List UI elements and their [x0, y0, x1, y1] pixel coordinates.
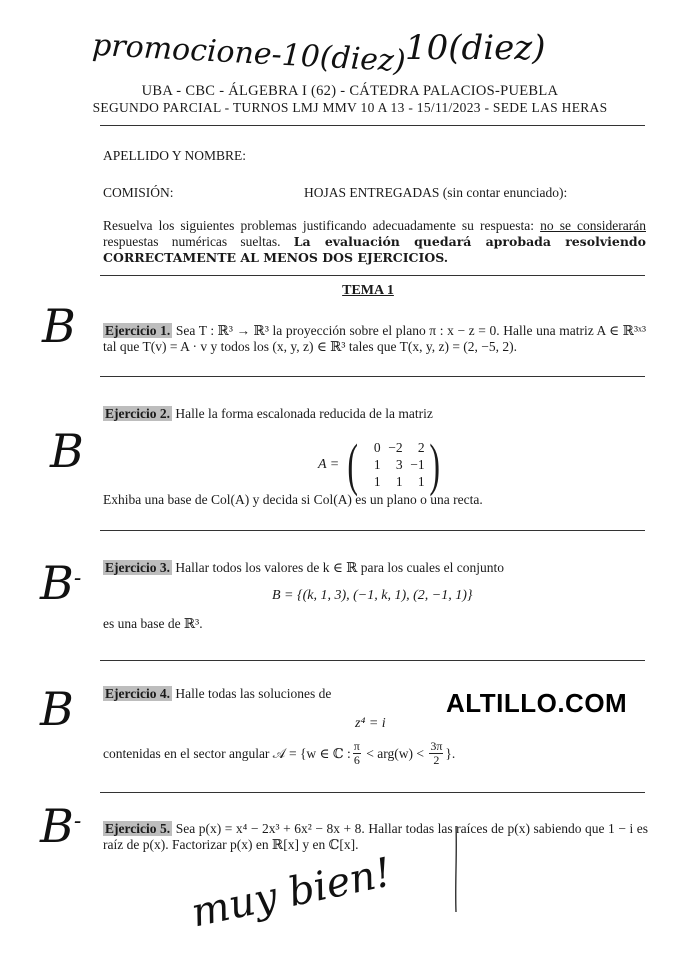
fraction-pi-6: $\frac{\pi}{6}$ — [353, 739, 360, 767]
ejercicio-3-followup: es una base de ℝ³. — [103, 616, 203, 631]
ejercicio-2-label: Ejercicio 2. — [105, 406, 170, 421]
ejercicio-2 — [103, 406, 646, 422]
ejercicio-2-text: Halle la forma escalonada reducida de la matriz — [175, 406, 433, 421]
grade-ejercicio-3: B- — [40, 556, 82, 610]
exam-header-line1: UBA - CBC - ÁLGEBRA I (62) - CÁTEDRA PALACIOS-PUEBLA — [141, 83, 559, 99]
name-field-label: APELLIDO Y NOMBRE: — [103, 148, 246, 163]
grade-ejercicio-2: B — [50, 424, 84, 478]
hojas-field-label: HOJAS ENTREGADAS (sin contar enunciado): — [304, 185, 568, 200]
set-b: B = {(k, 1, 3), (−1, k, 1), (2, −1, 1)} — [272, 588, 473, 603]
divider-3 — [100, 660, 645, 661]
fraction-3pi-2: $\frac{3\pi}{2}$ — [430, 739, 443, 767]
ejercicio-5-label: Ejercicio 5. — [105, 821, 171, 836]
ejercicio-1-text: Sea T : ℝ³ → ℝ³ la proyección sobre el plano π : x − z = 0. Halle una matriz A ∈ ℝ³ˣ³ tal que T(v) = A · v y todos los (x, y, z) ∈ ℝ³ tales que T(x, y, z) = (2, −5, 2). — [103, 323, 646, 354]
equation-z4: z⁴ = i — [355, 716, 386, 731]
handwritten-muy-bien: muy bien! — [187, 849, 396, 937]
ejercicio-4-followup: contenidas en el sector angular 𝒜 = {w ∈ ℂ : $\frac{\pi}{6}$ < arg(w) < $\frac{3\pi}{2}$ }. — [103, 739, 456, 767]
grade-ejercicio-5: B- — [40, 799, 82, 853]
divider-4 — [100, 792, 645, 793]
matrix-a: A = ( 0 −2 2 1 3 −1 1 1 1 ) — [318, 432, 440, 497]
ejercicio-2-followup: Exhiba una base de Col(A) y decida si Col(A) es un plano o una recta. — [103, 492, 483, 507]
ejercicio-4-label: Ejercicio 4. — [105, 686, 170, 701]
grade-ejercicio-4: B — [40, 682, 74, 736]
ejercicio-3-text: Hallar todos los valores de k ∈ ℝ para los cuales el conjunto — [175, 560, 504, 575]
comision-field-label: COMISIÓN: — [103, 185, 174, 200]
ejercicio-3 — [103, 560, 646, 576]
matrix-a-label: A = — [318, 457, 340, 472]
ejercicio-1-label: Ejercicio 1. — [105, 323, 171, 338]
handwritten-stroke — [450, 824, 462, 914]
grade-ejercicio-1: B — [42, 299, 76, 353]
handwritten-grade-note: 10(diez) — [405, 28, 546, 68]
ejercicio-5-text: Sea p(x) = x⁴ − 2x³ + 6x² − 8x + 8. Hallar todas las raíces de p(x) sabiendo que 1 − i es raíz de p(x). Factorizar p(x) en ℝ[x] y en ℂ[x]. — [103, 821, 649, 852]
altillo-watermark: ALTILLO.COM — [446, 688, 628, 718]
handwritten-promocione-note: promocione-10(diez) — [91, 27, 407, 80]
ejercicio-4-text: Halle todas las soluciones de — [175, 686, 332, 701]
divider-2 — [100, 530, 645, 531]
divider-1 — [100, 376, 645, 377]
header-divider — [100, 125, 645, 126]
matrix-a-entries: 0 −2 2 1 3 −1 1 1 1 — [373, 440, 425, 489]
ejercicio-4 — [103, 686, 433, 702]
tema-title: TEMA 1 — [342, 283, 394, 298]
ejercicio-5 — [103, 821, 648, 853]
exam-header-line2: SEGUNDO PARCIAL - TURNOS LMJ MMV 10 A 13 - 15/11/2023 - SEDE LAS HERAS — [92, 100, 608, 115]
instructions-divider — [100, 275, 645, 276]
ejercicio-3-label: Ejercicio 3. — [105, 560, 170, 575]
instructions: Resuelva los siguientes problemas justificando adecuadamente su respuesta: no se considerarán respuestas numéricas sueltas. La evaluación quedará aprobada resolviendo CORRECTAMENTE AL MENOS DOS EJERCICIOS. — [103, 218, 647, 265]
ejercicio-1 — [103, 323, 646, 355]
